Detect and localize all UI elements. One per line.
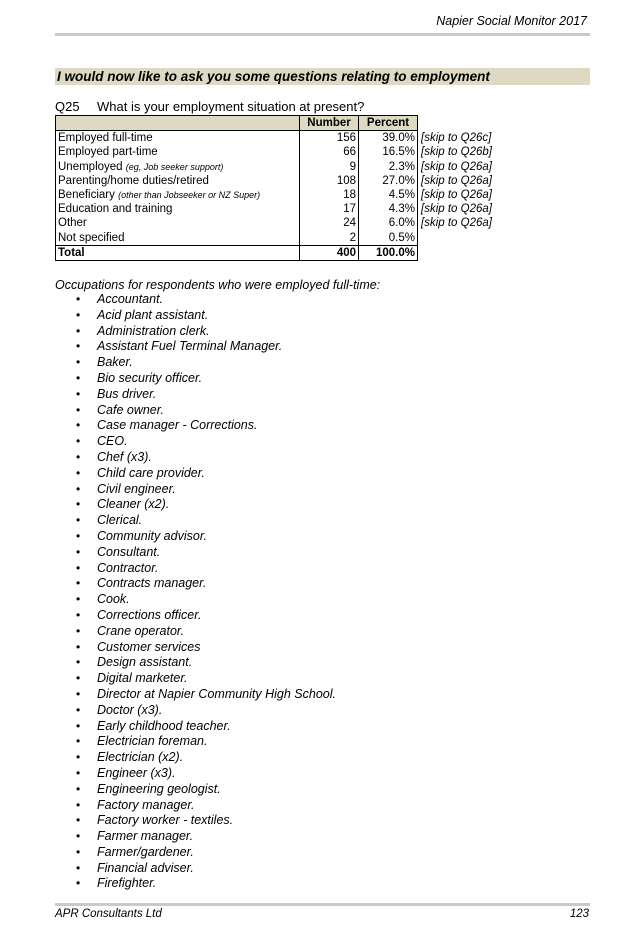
row-number: 108 xyxy=(300,174,359,188)
list-item xyxy=(55,561,585,577)
list-item xyxy=(55,782,585,798)
bullet-icon: • xyxy=(76,750,81,765)
row-skip-instruction: [skip to Q26a] xyxy=(421,189,492,202)
occupation-text: Clerical. xyxy=(97,513,143,528)
list-item xyxy=(55,450,585,466)
list-item xyxy=(55,876,585,892)
employment-table xyxy=(55,115,495,261)
bullet-icon: • xyxy=(76,323,81,338)
bullet-icon: • xyxy=(76,592,81,607)
occupation-text: Electrician (x2). xyxy=(97,750,184,765)
bullet-icon: • xyxy=(76,339,81,354)
list-item xyxy=(55,529,585,545)
occupation-text: Bus driver. xyxy=(97,386,157,401)
list-item xyxy=(55,798,585,814)
list-item xyxy=(55,513,585,529)
occupation-text: Engineer (x3). xyxy=(97,765,176,780)
bullet-icon: • xyxy=(76,292,81,306)
row-label-text: Employed part-time xyxy=(58,146,158,159)
list-item xyxy=(55,576,585,592)
total-percent: 100.0% xyxy=(359,245,418,260)
row-skip-instruction: [skip to Q26a] xyxy=(421,217,492,230)
header-blank-cell xyxy=(56,116,300,131)
bullet-icon: • xyxy=(76,607,81,622)
row-number: 18 xyxy=(300,188,359,202)
list-item xyxy=(55,308,585,324)
bullet-icon: • xyxy=(76,797,81,812)
bullet-icon: • xyxy=(76,734,81,749)
row-percent: 4.5% xyxy=(359,188,418,202)
list-item xyxy=(55,434,585,450)
row-skip-instruction: [skip to Q26a] xyxy=(421,160,492,173)
list-item xyxy=(55,640,585,656)
list-item xyxy=(55,497,585,513)
occupation-text: Farmer manager. xyxy=(97,829,194,844)
total-skip-cell xyxy=(418,245,495,260)
row-skip-instruction xyxy=(418,231,495,246)
row-skip-instruction: [skip to Q26a] xyxy=(421,174,492,187)
total-number: 400 xyxy=(300,245,359,260)
row-label xyxy=(56,174,300,188)
table-row xyxy=(56,188,495,202)
bullet-icon: • xyxy=(76,718,81,733)
row-number: 2 xyxy=(300,231,359,246)
bullet-icon: • xyxy=(76,497,81,512)
occupation-text: Early childhood teacher. xyxy=(97,718,231,733)
bullet-icon: • xyxy=(76,702,81,717)
list-item xyxy=(55,734,585,750)
question-number: Q25 xyxy=(55,99,80,114)
occupation-text: Contracts manager. xyxy=(97,576,207,591)
bullet-icon: • xyxy=(76,402,81,417)
bullet-icon: • xyxy=(76,528,81,543)
row-percent: 0.5% xyxy=(359,231,418,246)
bullet-icon: • xyxy=(76,307,81,322)
list-item xyxy=(55,592,585,608)
table-header-row xyxy=(56,116,495,131)
occupation-text: Financial adviser. xyxy=(97,860,194,875)
occupation-text: Case manager - Corrections. xyxy=(97,418,258,433)
occupation-text: Assistant Fuel Terminal Manager. xyxy=(97,339,283,354)
list-item xyxy=(55,624,585,640)
row-skip-instruction: [skip to Q26c] xyxy=(421,131,492,144)
row-percent: 2.3% xyxy=(359,160,418,174)
list-item xyxy=(55,719,585,735)
occupation-text: Accountant. xyxy=(97,292,164,306)
occupation-text: Digital marketer. xyxy=(97,671,188,686)
list-item xyxy=(55,813,585,829)
bullet-icon: • xyxy=(76,386,81,401)
bullet-icon: • xyxy=(76,513,81,528)
row-skip-instruction: [skip to Q26b] xyxy=(421,146,492,159)
row-number: 9 xyxy=(300,160,359,174)
row-label-note: (eg, Job seeker support) xyxy=(125,161,224,172)
occupation-text: Acid plant assistant. xyxy=(97,307,209,322)
bullet-icon: • xyxy=(76,781,81,796)
header-rule xyxy=(55,33,590,36)
bullet-icon: • xyxy=(76,418,81,433)
row-percent: 4.3% xyxy=(359,202,418,216)
row-percent: 39.0% xyxy=(359,131,418,146)
row-skip-instruction: [skip to Q26a] xyxy=(421,203,492,216)
row-label-text: Not specified xyxy=(58,231,125,244)
running-header: Napier Social Monitor 2017 xyxy=(436,14,587,28)
occupation-text: Consultant. xyxy=(97,544,161,559)
occupation-text: Community advisor. xyxy=(97,528,207,543)
row-label-note: (other than Jobseeker or NZ Super) xyxy=(118,190,261,201)
row-label xyxy=(56,202,300,216)
list-item xyxy=(55,766,585,782)
bullet-icon: • xyxy=(76,639,81,654)
list-item xyxy=(55,387,585,403)
list-item xyxy=(55,861,585,877)
bullet-icon: • xyxy=(76,655,81,670)
footer-rule xyxy=(55,903,590,906)
occupation-text: Factory manager. xyxy=(97,797,195,812)
section-heading: I would now like to ask you some questions relating to employment xyxy=(57,69,490,84)
row-label xyxy=(56,216,300,230)
list-item xyxy=(55,324,585,340)
bullet-icon: • xyxy=(76,876,81,891)
list-item xyxy=(55,687,585,703)
column-header-percent: Percent xyxy=(359,116,418,131)
bullet-icon: • xyxy=(76,844,81,859)
list-item xyxy=(55,339,585,355)
occupation-text: Factory worker - textiles. xyxy=(97,813,234,828)
row-label xyxy=(56,131,300,146)
occupation-text: Cafe owner. xyxy=(97,402,164,417)
bullet-icon: • xyxy=(76,765,81,780)
occupation-text: Cook. xyxy=(97,592,130,607)
occupation-text: Customer services xyxy=(97,639,201,654)
bullet-icon: • xyxy=(76,623,81,638)
table-row xyxy=(56,174,495,188)
row-number: 156 xyxy=(300,131,359,146)
bullet-icon: • xyxy=(76,481,81,496)
row-label-text: Other xyxy=(58,217,87,230)
bullet-icon: • xyxy=(76,355,81,370)
list-item xyxy=(55,750,585,766)
list-item xyxy=(55,845,585,861)
bullet-icon: • xyxy=(76,576,81,591)
list-item xyxy=(55,418,585,434)
list-item xyxy=(55,292,585,308)
list-item xyxy=(55,608,585,624)
occupation-text: CEO. xyxy=(97,434,128,449)
footer-company: APR Consultants Ltd xyxy=(55,908,162,920)
list-item xyxy=(55,829,585,845)
bullet-icon: • xyxy=(76,544,81,559)
column-header-number: Number xyxy=(300,116,359,131)
occupation-text: Electrician foreman. xyxy=(97,734,208,749)
list-item xyxy=(55,466,585,482)
list-item xyxy=(55,482,585,498)
occupation-text: Firefighter. xyxy=(97,876,157,891)
row-label xyxy=(56,188,300,202)
occupation-text: Farmer/gardener. xyxy=(97,844,194,859)
table-row xyxy=(56,231,495,246)
row-label-text: Parenting/home duties/retired xyxy=(58,174,209,187)
row-number: 24 xyxy=(300,216,359,230)
row-label xyxy=(56,231,300,246)
bullet-icon: • xyxy=(76,370,81,385)
list-item xyxy=(55,655,585,671)
row-label-text: Employed full-time xyxy=(58,132,153,145)
page-number: 123 xyxy=(569,908,589,920)
list-item xyxy=(55,403,585,419)
row-percent: 16.5% xyxy=(359,145,418,159)
occupation-text: Design assistant. xyxy=(97,655,193,670)
bullet-icon: • xyxy=(76,449,81,464)
occupation-text: Bio security officer. xyxy=(97,370,203,385)
table-row xyxy=(56,202,495,216)
table-row xyxy=(56,131,495,146)
row-number: 17 xyxy=(300,202,359,216)
occupation-text: Director at Napier Community High School. xyxy=(97,686,336,701)
bullet-icon: • xyxy=(76,829,81,844)
row-number: 66 xyxy=(300,145,359,159)
occupation-text: Baker. xyxy=(97,355,133,370)
occupation-text: Civil engineer. xyxy=(97,481,176,496)
bullet-icon: • xyxy=(76,434,81,449)
occupation-text: Contractor. xyxy=(97,560,159,575)
occupation-text: Child care provider. xyxy=(97,465,205,480)
bullet-icon: • xyxy=(76,671,81,686)
occupation-text: Doctor (x3). xyxy=(97,702,163,717)
occupation-text: Cleaner (x2). xyxy=(97,497,170,512)
bullet-icon: • xyxy=(76,813,81,828)
row-label xyxy=(56,160,300,174)
row-label-text: Beneficiary xyxy=(58,189,115,202)
table-row xyxy=(56,145,495,159)
question-text: What is your employment situation at present? xyxy=(97,99,365,114)
table-row xyxy=(56,216,495,230)
table-row xyxy=(56,160,495,174)
bullet-icon: • xyxy=(76,560,81,575)
bullet-icon: • xyxy=(76,686,81,701)
occupation-text: Administration clerk. xyxy=(97,323,210,338)
row-label xyxy=(56,145,300,159)
table-total-row xyxy=(56,245,495,260)
row-percent: 27.0% xyxy=(359,174,418,188)
occupation-text: Chef (x3). xyxy=(97,449,152,464)
occupation-text: Corrections officer. xyxy=(97,607,202,622)
occupation-text: Engineering geologist. xyxy=(97,781,221,796)
occupations-intro: Occupations for respondents who were employed full-time: xyxy=(55,278,381,292)
list-item xyxy=(55,703,585,719)
bullet-icon: • xyxy=(76,860,81,875)
list-item xyxy=(55,371,585,387)
total-label: Total xyxy=(56,245,300,260)
list-item xyxy=(55,671,585,687)
row-percent: 6.0% xyxy=(359,216,418,230)
row-label-text: Unemployed xyxy=(58,160,123,173)
occupation-text: Crane operator. xyxy=(97,623,185,638)
occupations-list xyxy=(55,292,585,892)
header-skip-cell xyxy=(418,116,495,131)
list-item xyxy=(55,545,585,561)
list-item xyxy=(55,355,585,371)
bullet-icon: • xyxy=(76,465,81,480)
row-label-text: Education and training xyxy=(58,203,173,216)
